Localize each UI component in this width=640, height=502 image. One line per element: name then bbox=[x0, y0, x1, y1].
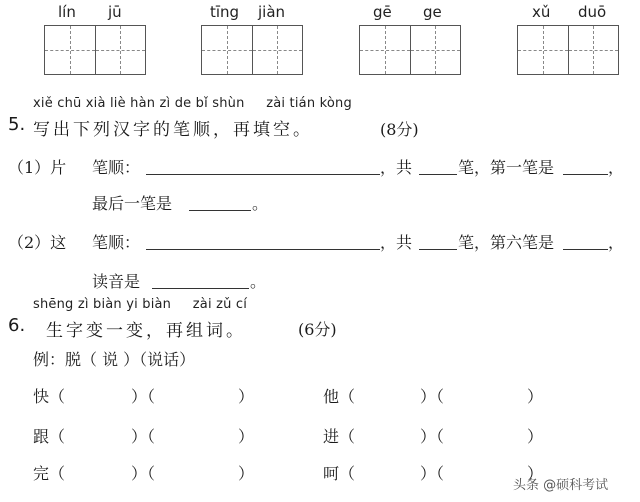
item-label: （2）这 bbox=[8, 233, 67, 252]
stroke-count-blank[interactable] bbox=[419, 235, 457, 250]
word-row-right: 进（ bbox=[323, 427, 356, 446]
pinyin-label: duō bbox=[578, 3, 607, 21]
word-row-rend: ） bbox=[527, 464, 544, 483]
writing-cell[interactable] bbox=[411, 25, 462, 75]
word-row-right: 呵（ bbox=[323, 464, 356, 483]
writing-cell[interactable] bbox=[569, 25, 620, 75]
question-pinyin: shēng zì biàn yi biàn zài zǔ cí bbox=[33, 297, 248, 312]
question-score: (8分) bbox=[380, 120, 419, 139]
question-score: (6分) bbox=[298, 320, 337, 339]
sixth-stroke-blank[interactable] bbox=[563, 235, 608, 250]
item-text: 笔顺： bbox=[92, 233, 141, 252]
writing-cell[interactable] bbox=[253, 25, 304, 75]
pinyin-label: gē bbox=[373, 3, 392, 21]
question-title: 生字变一变，再组词。 bbox=[46, 321, 246, 341]
writing-cell[interactable] bbox=[201, 25, 253, 75]
stroke-count-blank[interactable] bbox=[419, 160, 457, 175]
word-row-mid: ）（ bbox=[131, 464, 156, 483]
item-text: ，共 bbox=[380, 233, 413, 252]
word-row-rmid: ）（ bbox=[420, 387, 445, 406]
last-stroke-blank[interactable] bbox=[189, 196, 251, 211]
item-text: ，共 bbox=[380, 158, 413, 177]
stroke-order-blank[interactable] bbox=[146, 160, 380, 175]
writing-grid[interactable] bbox=[201, 25, 303, 75]
item-text: 。 bbox=[252, 194, 269, 213]
pinyin-label: jū bbox=[108, 3, 122, 21]
item-text: 读音是 bbox=[92, 272, 141, 291]
item-label: （1）片 bbox=[8, 158, 67, 177]
example-line: 例：脱（ 说 ）（说话） bbox=[33, 350, 196, 369]
word-row-left: 跟（ bbox=[33, 427, 66, 446]
pinyin-label: lín bbox=[58, 3, 76, 21]
pinyin-label: xǔ bbox=[532, 3, 551, 21]
word-row-rmid: ）（ bbox=[420, 427, 445, 446]
writing-cell[interactable] bbox=[96, 25, 147, 75]
writing-cell[interactable] bbox=[517, 25, 569, 75]
writing-cell[interactable] bbox=[44, 25, 96, 75]
writing-grid[interactable] bbox=[517, 25, 619, 75]
word-row-right: 他（ bbox=[323, 387, 356, 406]
word-row-end: ） bbox=[238, 464, 255, 483]
word-row-rmid: ）（ bbox=[420, 464, 445, 483]
question-number: 5. bbox=[8, 114, 26, 135]
first-stroke-blank[interactable] bbox=[563, 160, 608, 175]
pinyin-label: tīng bbox=[210, 3, 240, 21]
pinyin-label: jiàn bbox=[258, 3, 286, 21]
question-number: 6. bbox=[8, 315, 26, 336]
item-text: 最后一笔是 bbox=[92, 194, 173, 213]
item-text: ， bbox=[608, 233, 625, 252]
pronunciation-blank[interactable] bbox=[152, 274, 249, 289]
item-text: ， bbox=[608, 158, 625, 177]
word-row-mid: ）（ bbox=[131, 427, 156, 446]
pinyin-label: ge bbox=[423, 3, 442, 21]
word-row-end: ） bbox=[238, 427, 255, 446]
item-text: 笔，第六笔是 bbox=[458, 233, 555, 252]
word-row-end: ） bbox=[238, 387, 255, 406]
stroke-order-blank[interactable] bbox=[146, 235, 380, 250]
word-row-rend: ） bbox=[527, 387, 544, 406]
item-text: 笔顺： bbox=[92, 158, 141, 177]
watermark: 头条 @硕科考试 bbox=[513, 478, 609, 493]
item-text: 笔，第一笔是 bbox=[458, 158, 555, 177]
word-row-left: 快（ bbox=[33, 387, 66, 406]
word-row-mid: ）（ bbox=[131, 387, 156, 406]
writing-grid[interactable] bbox=[44, 25, 146, 75]
question-pinyin: xiě chū xià liè hàn zì de bǐ shùn zài tián kòng bbox=[33, 96, 352, 111]
word-row-left: 完（ bbox=[33, 464, 66, 483]
writing-grid[interactable] bbox=[359, 25, 461, 75]
word-row-rend: ） bbox=[527, 427, 544, 446]
item-text: 。 bbox=[250, 272, 267, 291]
question-title: 写出下列汉字的笔顺，再填空。 bbox=[33, 120, 313, 140]
writing-cell[interactable] bbox=[359, 25, 411, 75]
